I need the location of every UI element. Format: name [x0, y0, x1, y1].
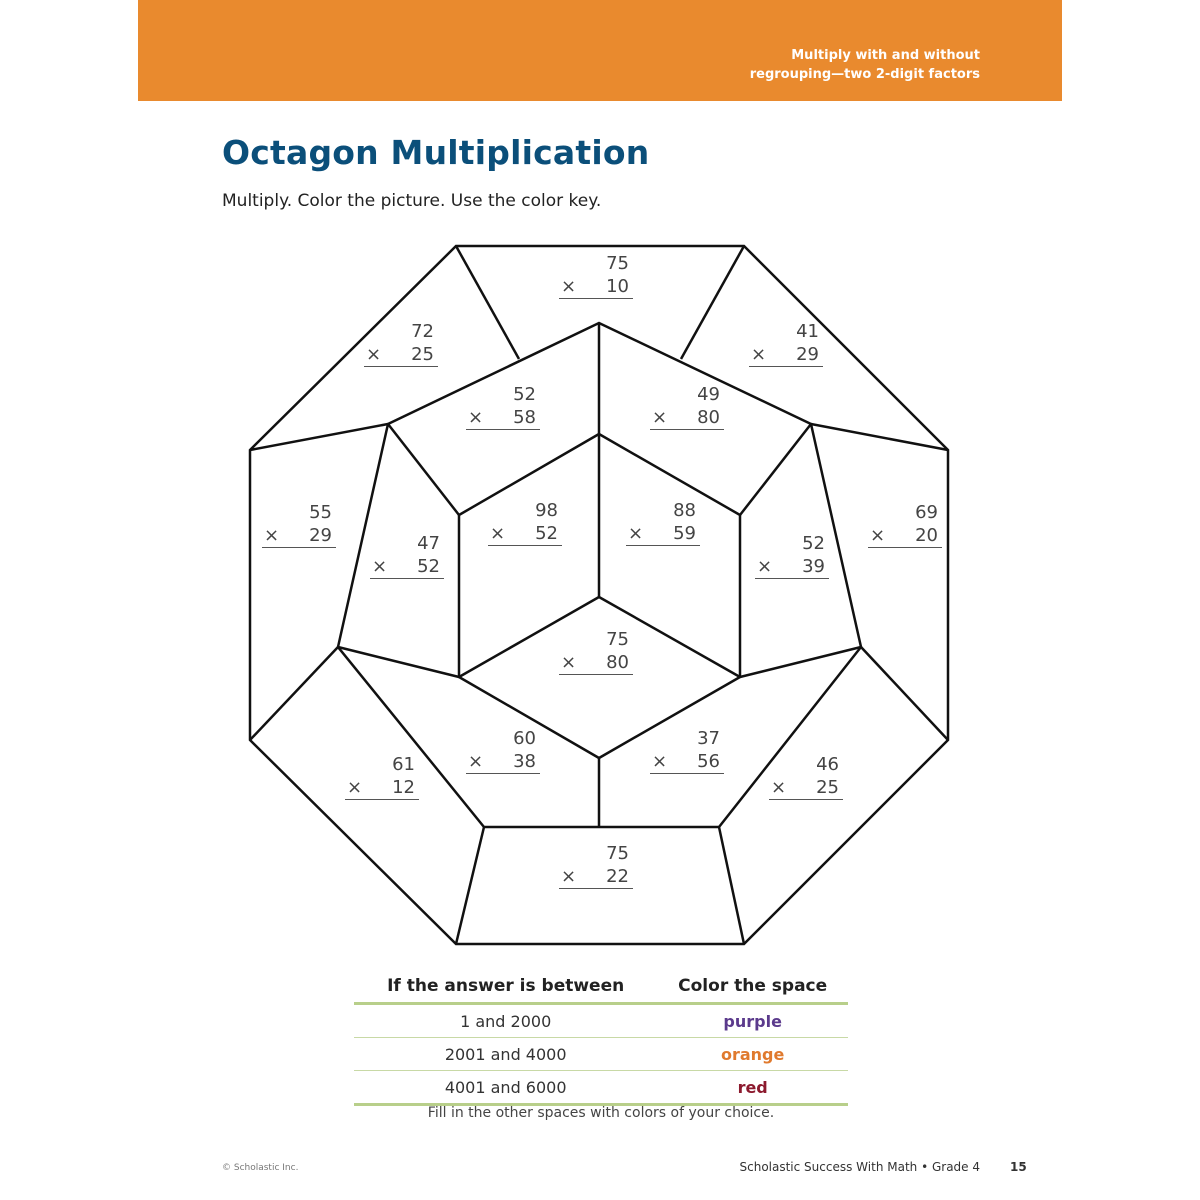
factor-bottom: 12 — [392, 777, 415, 798]
page-title: Octagon Multiplication — [222, 133, 650, 172]
color-key-color: red — [657, 1071, 848, 1105]
factor-bottom-row — [769, 776, 843, 800]
factor-bottom: 56 — [697, 751, 720, 772]
factor-top: 75 — [606, 843, 629, 864]
problem-inner-right — [755, 532, 829, 579]
color-key-row — [354, 1004, 848, 1038]
factor-bottom-row — [466, 406, 540, 430]
factor-top: 52 — [802, 533, 825, 554]
factor-bottom-row — [262, 524, 336, 548]
times-sign: × — [561, 866, 577, 887]
color-key-range: 1 and 2000 — [354, 1004, 657, 1038]
page-number: 15 — [1010, 1160, 1027, 1174]
factor-bottom-row — [466, 750, 540, 774]
problem-center-left — [488, 499, 562, 546]
problem-left — [262, 501, 336, 548]
factor-bottom-row — [364, 343, 438, 367]
times-sign: × — [652, 407, 668, 428]
color-key-header-range: If the answer is between — [354, 972, 657, 1004]
problem-inner-left — [370, 532, 444, 579]
factor-top: 88 — [673, 500, 696, 521]
times-sign: × — [468, 407, 484, 428]
factor-bottom: 52 — [535, 523, 558, 544]
problem-upper-left — [364, 320, 438, 367]
factor-bottom: 39 — [802, 556, 825, 577]
factor-bottom-row — [749, 343, 823, 367]
color-key-note: Fill in the other spaces with colors of your choice. — [427, 1105, 775, 1121]
factor-top: 37 — [697, 728, 720, 749]
factor-top: 75 — [606, 629, 629, 650]
color-key-row — [354, 1071, 848, 1105]
factor-bottom: 22 — [606, 866, 629, 887]
factor-bottom: 38 — [513, 751, 536, 772]
problem-lower-right — [769, 753, 843, 800]
problem-top — [559, 252, 633, 299]
color-key-color: purple — [657, 1004, 848, 1038]
times-sign: × — [468, 751, 484, 772]
times-sign: × — [490, 523, 506, 544]
factor-top: 61 — [392, 754, 415, 775]
factor-top: 72 — [411, 321, 434, 342]
factor-bottom: 52 — [417, 556, 440, 577]
factor-bottom-row — [868, 524, 942, 548]
factor-top: 46 — [816, 754, 839, 775]
problem-bottom — [559, 842, 633, 889]
times-sign: × — [870, 525, 886, 546]
problem-mid-lower-left — [466, 727, 540, 774]
times-sign: × — [561, 652, 577, 673]
factor-top: 52 — [513, 384, 536, 405]
banner-line-1: Multiply with and without — [791, 48, 980, 63]
copyright: © Scholastic Inc. — [222, 1163, 299, 1173]
color-key-header-color: Color the space — [657, 972, 848, 1004]
factor-bottom-row — [626, 522, 700, 546]
factor-top: 60 — [513, 728, 536, 749]
problem-right — [868, 501, 942, 548]
times-sign: × — [561, 276, 577, 297]
factor-bottom: 25 — [816, 777, 839, 798]
factor-bottom: 58 — [513, 407, 536, 428]
problem-upper-right — [749, 320, 823, 367]
factor-bottom: 29 — [796, 344, 819, 365]
factor-bottom: 80 — [606, 652, 629, 673]
color-key-header-row — [354, 972, 848, 1004]
color-key-row — [354, 1038, 848, 1071]
times-sign: × — [771, 777, 787, 798]
times-sign: × — [347, 777, 363, 798]
instructions: Multiply. Color the picture. Use the color key. — [222, 191, 602, 211]
color-key-table — [354, 972, 848, 1106]
factor-bottom-row — [559, 275, 633, 299]
factor-top: 49 — [697, 384, 720, 405]
factor-bottom-row — [345, 776, 419, 800]
color-key-color: orange — [657, 1038, 848, 1071]
factor-bottom-row — [650, 750, 724, 774]
factor-bottom-row — [488, 522, 562, 546]
factor-bottom: 29 — [309, 525, 332, 546]
times-sign: × — [757, 556, 773, 577]
banner-line-2: regrouping—two 2-digit factors — [749, 67, 980, 82]
color-key-range: 2001 and 4000 — [354, 1038, 657, 1071]
factor-bottom-row — [755, 555, 829, 579]
factor-top: 69 — [915, 502, 938, 523]
factor-bottom: 59 — [673, 523, 696, 544]
color-key-range: 4001 and 6000 — [354, 1071, 657, 1105]
times-sign: × — [628, 523, 644, 544]
times-sign: × — [652, 751, 668, 772]
times-sign: × — [751, 344, 767, 365]
factor-bottom: 80 — [697, 407, 720, 428]
problem-lower-left — [345, 753, 419, 800]
factor-bottom: 25 — [411, 344, 434, 365]
problem-mid-upper-left — [466, 383, 540, 430]
factor-bottom-row — [559, 865, 633, 889]
factor-bottom-row — [370, 555, 444, 579]
problem-center-right — [626, 499, 700, 546]
factor-top: 47 — [417, 533, 440, 554]
factor-top: 75 — [606, 253, 629, 274]
factor-bottom: 20 — [915, 525, 938, 546]
factor-bottom: 10 — [606, 276, 629, 297]
factor-top: 55 — [309, 502, 332, 523]
footer-book-title: Scholastic Success With Math • Grade 4 — [739, 1160, 980, 1174]
factor-top: 98 — [535, 500, 558, 521]
factor-bottom-row — [650, 406, 724, 430]
problem-mid-upper-right — [650, 383, 724, 430]
factor-bottom-row — [559, 651, 633, 675]
times-sign: × — [366, 344, 382, 365]
factor-top: 41 — [796, 321, 819, 342]
times-sign: × — [372, 556, 388, 577]
problem-center-bottom — [559, 628, 633, 675]
problem-mid-lower-right — [650, 727, 724, 774]
times-sign: × — [264, 525, 280, 546]
